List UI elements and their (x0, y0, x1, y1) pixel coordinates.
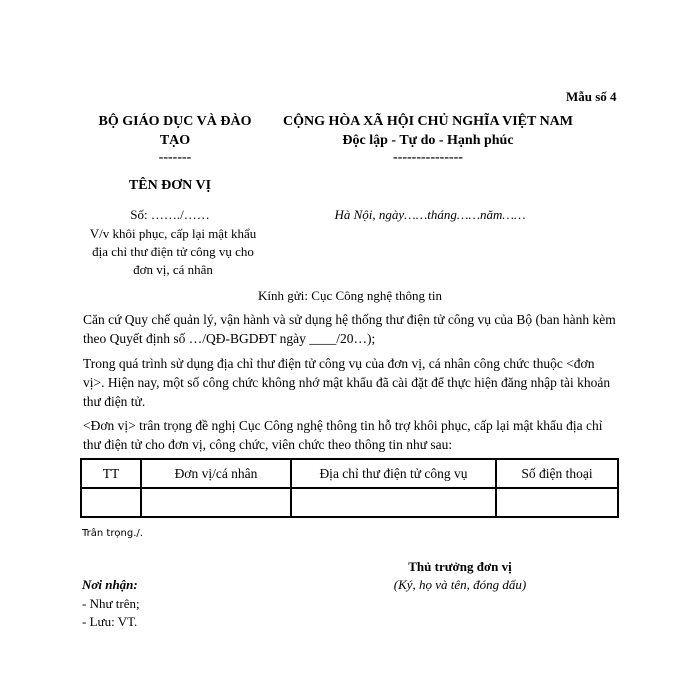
table-cell (81, 488, 141, 517)
ministry-dash: ------- (158, 150, 192, 165)
nation-motto: Độc lập - Tự do - Hạnh phúc (342, 133, 514, 148)
document-number: Số: ……./…… (130, 207, 210, 222)
recipients-item: - Lưu: VT. (82, 614, 138, 629)
subject-block (78, 225, 268, 279)
paragraph-request: <Đơn vị> trân trọng đề nghị Cục Công nghệ thông tin hỗ trợ khôi phục, cấp lại mật khẩu địa chỉ thư điện tử cho đơn vị, công chức, viên chức theo thông tin như sau: (83, 418, 603, 452)
recipients-item: - Như trên; (82, 596, 140, 611)
ministry-name (80, 112, 270, 166)
table-row (81, 488, 618, 517)
table-header-row (81, 459, 618, 488)
table-cell (141, 488, 291, 517)
place-date: Hà Nội, ngày……tháng……năm…… (334, 207, 526, 222)
paragraph-situation: Trong quá trình sử dụng địa chỉ thư điện tử công vụ của đơn vị, cá nhân công chức thuộc <đơn vị>. Hiện nay, một số công chức không nhớ mật khẩu đã cài đặt để thực hiện đăng nhập tài khoản thư điện tử. (83, 356, 611, 409)
nation-dash: --------------- (393, 150, 463, 165)
recipients-label: Nơi nhận: (82, 577, 138, 592)
table-header-tt: TT (81, 459, 141, 488)
subject-line3: đơn vị, cá nhân (133, 262, 213, 277)
closing-text: Trân trọng./. (82, 528, 143, 539)
table-cell (496, 488, 618, 517)
unit-name: TÊN ĐƠN VỊ (128, 178, 212, 193)
ministry-line1: BỘ GIÁO DỤC VÀ ĐÀO (98, 114, 252, 129)
national-header (268, 112, 588, 166)
table-cell (291, 488, 496, 517)
signer-title: Thủ trưởng đơn vị (408, 559, 512, 574)
nation-title: CỘNG HÒA XÃ HỘI CHỦ NGHĨA VIỆT NAM (282, 114, 573, 129)
table-header-email: Địa chỉ thư điện tử công vụ (291, 459, 496, 488)
ministry-line2: TẠO (159, 133, 191, 148)
recipient-line: Kính gửi: Cục Công nghệ thông tin (258, 288, 442, 303)
subject-line2: địa chỉ thư điện tử công vụ cho (92, 244, 254, 259)
subject-line1: V/v khôi phục, cấp lại mật khẩu (89, 226, 257, 241)
signer-note: (Ký, họ và tên, đóng dấu) (393, 577, 527, 592)
table-header-phone: Số điện thoại (496, 459, 618, 488)
info-table (80, 458, 619, 518)
table-header-unit: Đơn vị/cá nhân (141, 459, 291, 488)
paragraph-legal-basis: Căn cứ Quy chế quản lý, vận hành và sử dụng hệ thống thư điện tử công vụ của Bộ (ban hành kèm theo Quyết định số …/QĐ-BGDĐT ngày ____/20…); (83, 312, 616, 346)
form-label: Mẫu số 4 (566, 89, 617, 104)
